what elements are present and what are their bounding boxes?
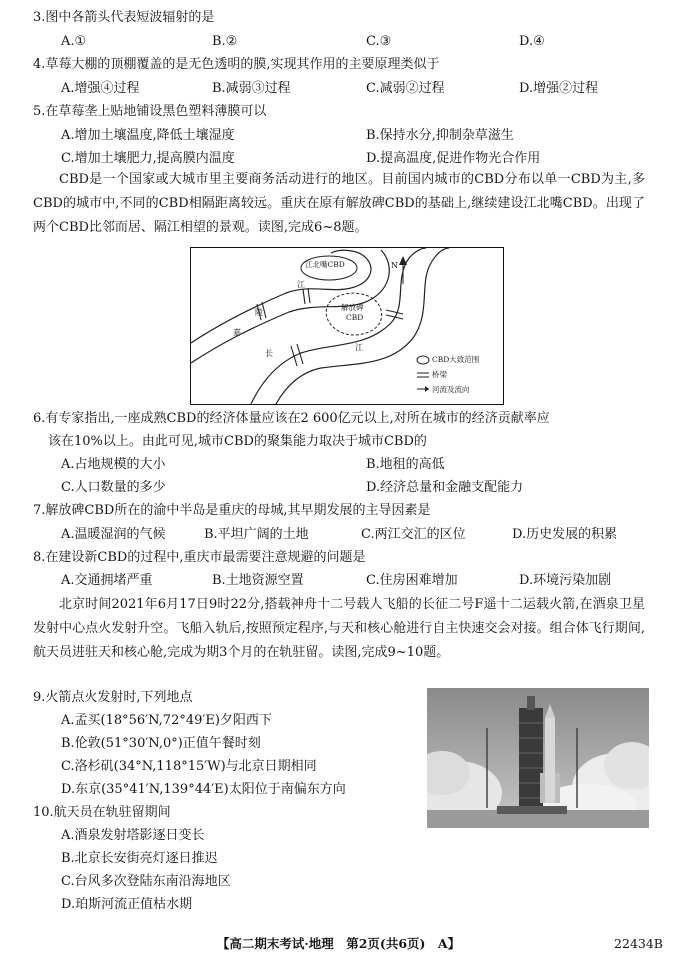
question-4-stem: 4.草莓大棚的顶棚覆盖的是无色透明的膜,实现其作用的主要原理类似于 <box>33 57 440 72</box>
cbd-passage: CBD是一个国家或大城市里主要商务活动进行的地区。目前国内城市的CBD分布以单一CBD为主,多CBD的城市中,不同的CBD相隔距离较远。重庆在原有解放碑CBD的基础上,继续建设江北嘴CBD。出现了两个CBD比邻而居、隔江相望的景观。读图,完成6~8题。 <box>33 172 645 235</box>
question-3-stem: 3.图中各箭头代表短波辐射的是 <box>33 10 215 25</box>
question-9-option-b: B.伦敦(51°30′N,0°)正值午餐时刻 <box>61 736 261 751</box>
question-8-stem: 8.在建设新CBD的过程中,重庆市最需要注意规避的问题是 <box>33 550 366 565</box>
question-7-option-c: C.两江交汇的区位 <box>361 527 466 542</box>
page-footer: 【高二期末考试·地理 第2页(共6页) A】 <box>216 936 461 951</box>
question-3-option-a: A.① <box>61 34 87 49</box>
question-5-option-b: B.保持水分,抑制杂草滋生 <box>366 128 514 143</box>
question-6-option-c: C.人口数量的多少 <box>61 480 166 495</box>
question-8-option-b: B.土地资源空置 <box>212 573 304 588</box>
question-6-stem-line-2: 该在10%以上。由此可见,城市CBD的聚集能力取决于城市CBD的 <box>48 434 427 449</box>
river-label-jia: 嘉 <box>233 328 241 337</box>
question-4-option-b: B.减弱③过程 <box>212 81 291 96</box>
legend-cbd-label: CBD大致范围 <box>432 355 480 364</box>
question-4-option-d: D.增强②过程 <box>519 81 599 96</box>
jiefangbei-cbd-label-1: 解放碑 <box>341 303 364 312</box>
north-arrow-label: N <box>391 261 398 270</box>
question-5-option-d: D.提高温度,促进作物光合作用 <box>366 151 541 166</box>
question-7-option-a: A.温暖湿润的气候 <box>61 527 166 542</box>
question-8-option-c: C.住房困难增加 <box>366 573 458 588</box>
question-10-option-a: A.酒泉发射塔影逐日变长 <box>61 828 205 843</box>
question-9-option-a: A.孟买(18°56′N,72°49′E)夕阳西下 <box>61 713 272 728</box>
question-7-stem: 7.解放碑CBD所在的渝中半岛是重庆的母城,其早期发展的主导因素是 <box>33 503 431 518</box>
question-6-option-b: B.地租的高低 <box>366 457 445 472</box>
legend-bridge-label: 桥梁 <box>432 370 447 379</box>
question-3-option-c: C.③ <box>366 34 392 49</box>
question-5-option-c: C.增加土壤肥力,提高膜内温度 <box>61 151 235 166</box>
cbd-map-drawing <box>191 248 503 404</box>
question-7-option-b: B.平坦广阔的土地 <box>204 527 309 542</box>
question-9-option-c: C.洛杉矶(34°N,118°15′W)与北京日期相同 <box>61 759 317 774</box>
question-10-option-c: C.台风多次登陆东南沿海地区 <box>61 874 231 889</box>
question-6-option-a: A.占地规模的大小 <box>61 457 166 472</box>
rocket-launch-photo <box>427 688 649 828</box>
question-6-stem-line-1: 6.有专家指出,一座成熟CBD的经济体量应该在2 600亿元以上,对所在城市的经济贡献率应 <box>33 411 550 426</box>
question-4-option-c: C.减弱②过程 <box>366 81 445 96</box>
river-label-ling: 陵 <box>255 308 263 317</box>
question-10-stem: 10.航天员在轨驻留期间 <box>33 805 171 820</box>
river-label-chang: 长 <box>265 349 273 358</box>
river-label-jiang-2: 江 <box>355 343 363 352</box>
jiangbeizui-cbd-label: 江北嘴CBD <box>305 260 345 269</box>
river-label-jiang-1: 江 <box>297 280 305 289</box>
question-3-option-b: B.② <box>212 34 238 49</box>
question-4-option-a: A.增强④过程 <box>61 81 140 96</box>
legend-river-flow-label: 河流及流向 <box>432 385 470 394</box>
question-3-option-d: D.④ <box>519 34 545 49</box>
question-9-option-d: D.东京(35°41′N,139°44′E)太阳位于南偏东方向 <box>61 782 346 797</box>
question-8-option-a: A.交通拥堵严重 <box>61 573 153 588</box>
question-5-stem: 5.在草莓垄上贴地铺设黑色塑料薄膜可以 <box>33 104 267 119</box>
question-10-option-d: D.珀斯河流正值枯水期 <box>61 897 193 912</box>
question-9-stem: 9.火箭点火发射时,下列地点 <box>33 690 193 705</box>
question-6-option-d: D.经济总量和金融支配能力 <box>366 480 524 495</box>
question-8-option-d: D.环境污染加剧 <box>519 573 612 588</box>
rocket-passage: 北京时间2021年6月17日9时22分,搭载神舟十二号载人飞船的长征二号F遥十二运载火箭,在酒泉卫星发射中心点火发射升空。飞船入轨后,按照预定程序,与天和核心舱进行自主快速交会对接。组合体飞行期间,航天员进驻天和核心舱,完成为期3个月的在轨驻留。读图,完成9~10题。 <box>33 597 645 660</box>
question-5-option-a: A.增加土壤温度,降低土壤湿度 <box>61 128 235 143</box>
question-10-option-b: B.北京长安街亮灯逐日推迟 <box>61 851 218 866</box>
question-7-option-d: D.历史发展的积累 <box>512 527 618 542</box>
cbd-map-figure <box>190 247 504 405</box>
paper-code: 22434B <box>614 936 663 951</box>
jiefangbei-cbd-label-2: CBD <box>346 313 364 322</box>
